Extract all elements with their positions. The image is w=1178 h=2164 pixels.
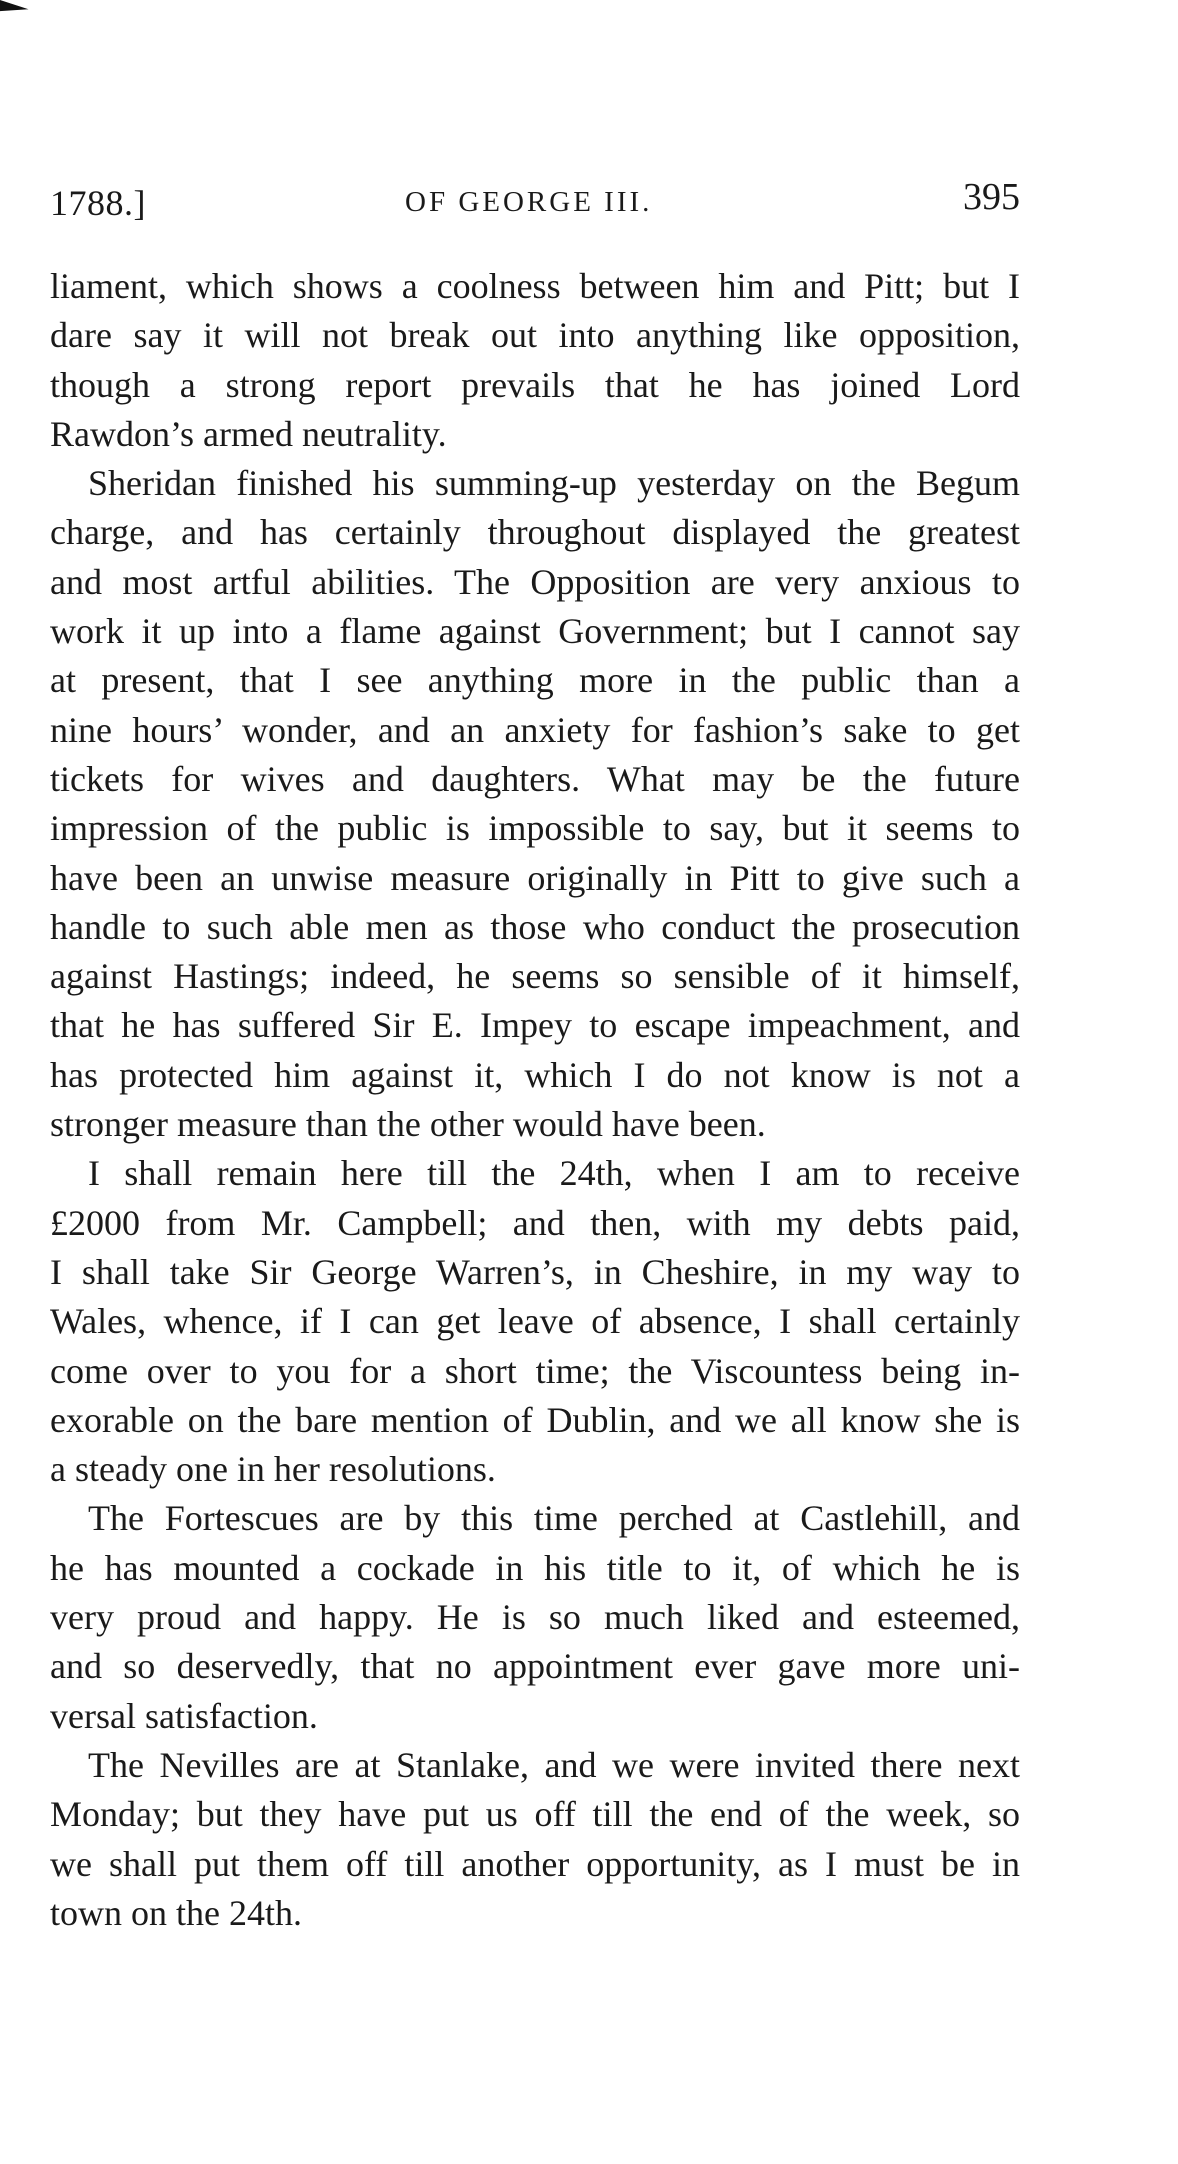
text-line: exorable on the bare mention of Dublin, and we all know she is <box>50 1399 1020 1440</box>
text-line: that he has suffered Sir E. Impey to escape impeachment, and <box>50 1005 1020 1046</box>
text-line: £2000 from Mr. Campbell; and then, with my debts paid, <box>50 1202 1020 1243</box>
text-line: versal satisfaction. <box>50 1695 318 1736</box>
text-line: I shall remain here till the 24th, when I am to receive <box>88 1153 1020 1194</box>
text-line: charge, and has certainly throughout displayed the greatest <box>50 512 1020 553</box>
text-line: The Fortescues are by this time perched at Castlehill, and <box>88 1498 1020 1539</box>
paragraph-1 <box>50 262 1020 459</box>
text-line: he has mounted a cockade in his title to it, of which he is <box>50 1547 1020 1588</box>
header-year: 1788.] <box>50 183 146 223</box>
text-line: dare say it will not break out into anything like opposition, <box>50 315 1020 356</box>
body-text <box>50 262 1020 1938</box>
text-line: Monday; but they have put us off till the end of the week, so <box>50 1794 1020 1835</box>
text-line: impression of the public is impossible to say, but it seems to <box>50 808 1020 849</box>
text-line: very proud and happy. He is so much liked and esteemed, <box>50 1597 1020 1638</box>
text-line: and most artful abilities. The Opposition are very anxious to <box>50 561 1020 602</box>
text-line: work it up into a flame against Government; but I cannot say <box>50 611 1020 652</box>
text-line: and so deservedly, that no appointment ever gave more uni- <box>50 1646 1020 1687</box>
text-line: though a strong report prevails that he has joined Lord <box>50 364 1020 405</box>
text-line: Wales, whence, if I can get leave of absence, I shall certainly <box>50 1301 1020 1342</box>
text-line: handle to such able men as those who conduct the prosecution <box>50 906 1020 947</box>
text-line: a steady one in her resolutions. <box>50 1449 496 1490</box>
page-number: 395 <box>963 176 1020 218</box>
text-line: come over to you for a short time; the Viscountess being in- <box>50 1350 1020 1391</box>
running-head <box>50 172 1020 222</box>
text-line: Rawdon’s armed neutrality. <box>50 413 447 454</box>
header-title: OF GEORGE III. <box>405 186 653 218</box>
text-line: nine hours’ wonder, and an anxiety for fashion’s sake to get <box>50 709 1020 750</box>
text-line: Sheridan finished his summing-up yesterday on the Begum <box>88 463 1020 504</box>
paragraph-4 <box>50 1494 1020 1740</box>
text-line: stronger measure than the other would have been. <box>50 1104 766 1145</box>
text-line: town on the 24th. <box>50 1892 302 1933</box>
text-line: against Hastings; indeed, he seems so sensible of it himself, <box>50 956 1020 997</box>
text-line: The Nevilles are at Stanlake, and we were invited there next <box>88 1744 1020 1785</box>
paragraph-5 <box>50 1741 1020 1938</box>
paragraph-2 <box>50 459 1020 1149</box>
text-line: at present, that I see anything more in the public than a <box>50 660 1020 701</box>
paragraph-3 <box>50 1149 1020 1494</box>
text-line: I shall take Sir George Warren’s, in Cheshire, in my way to <box>50 1251 1020 1292</box>
text-line: have been an unwise measure originally in Pitt to give such a <box>50 857 1020 898</box>
page-corner-mark <box>0 0 29 21</box>
text-line: has protected him against it, which I do not know is not a <box>50 1054 1020 1095</box>
text-line: tickets for wives and daughters. What may be the future <box>50 758 1020 799</box>
text-line: liament, which shows a coolness between him and Pitt; but I <box>50 266 1020 306</box>
text-line: we shall put them off till another opportunity, as I must be in <box>50 1843 1020 1884</box>
